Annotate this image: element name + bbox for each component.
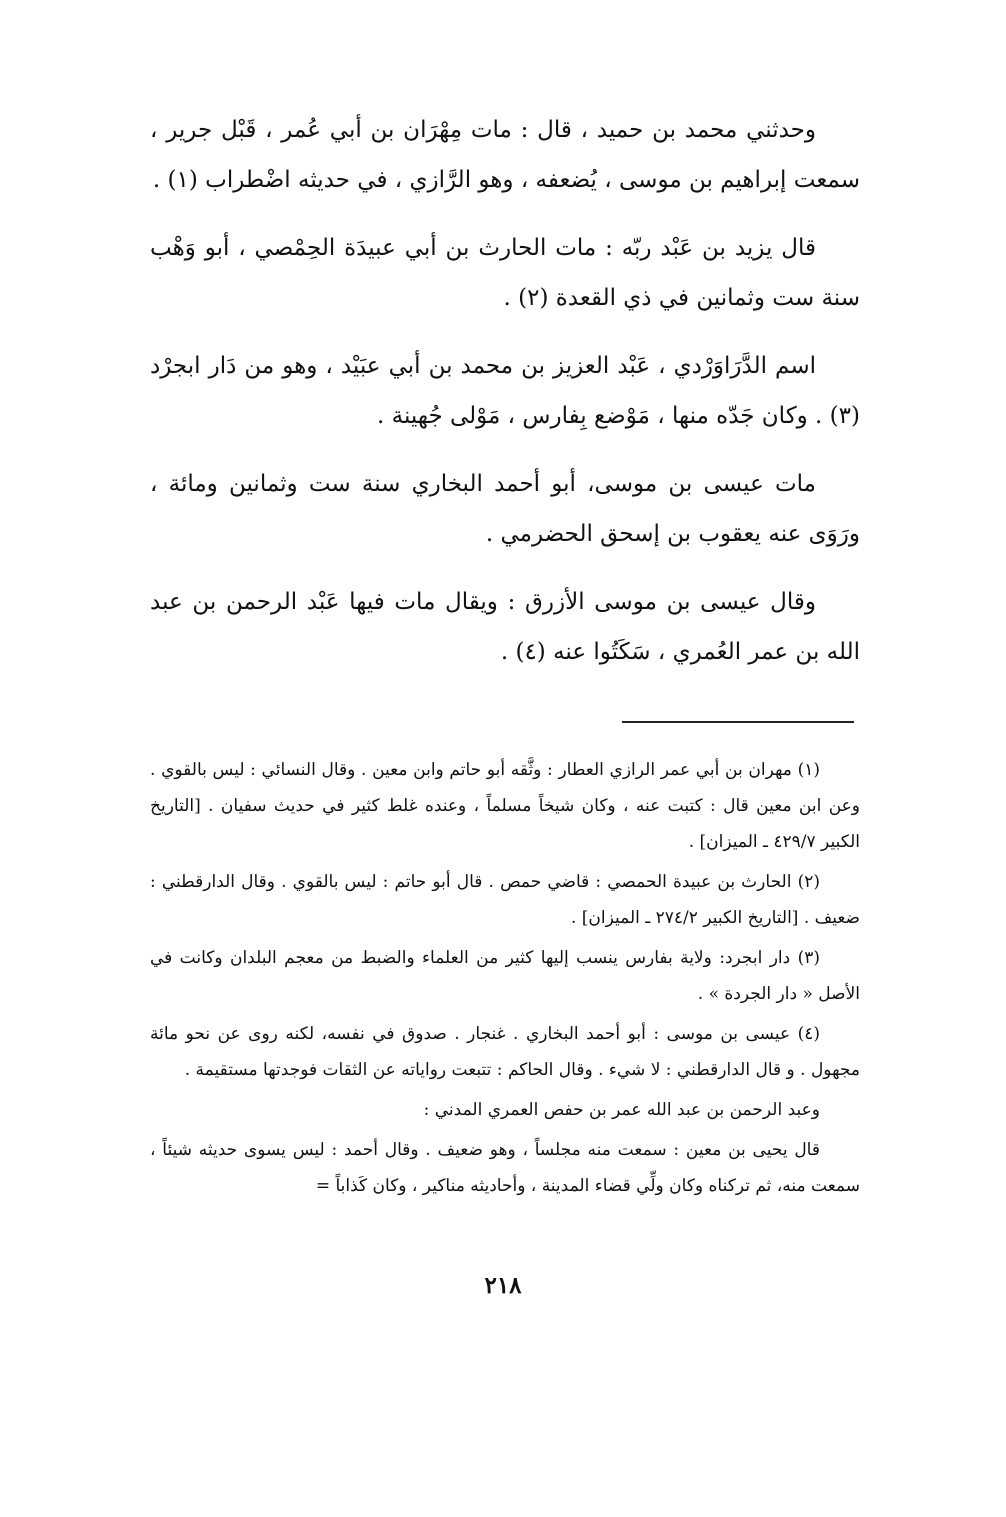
footnote-4: (٤) عيسى بن موسى : أبو أحمد البخاري . غنجار . صدوق في نفسه، لكنه روى عن نحو مائة مجهول . و قال الدارقطني : لا شيء . وقال الحاكم : تتبعت رواياته عن الثقات فوجدتها مستقيمة . <box>150 1024 860 1080</box>
paragraph-darawardi: اسم الدَّرَاوَرْدي ، عَبْد العزيز بن محمد بن أبي عبَيْد ، وهو من دَار ابجرْد (٣) . وكان جَدّه منها ، مَوْضع بِفارس ، مَوْلى جُهينة . <box>150 353 860 429</box>
page-number: ٢١٨ <box>484 1272 522 1299</box>
footnote-3: (٣) دار ابجرد: ولاية بفارس ينسب إليها كثير من العلماء والضبط من معجم البلدان وكانت في الأصل « دار الجردة » . <box>150 948 860 1004</box>
paragraph-isa-bukhari: مات عيسى بن موسى، أبو أحمد البخاري سنة ست وثمانين ومائة ، ورَوَى عنه يعقوب بن إسحق الحضرمي . <box>150 471 860 547</box>
footnote-2: (٢) الحارث بن عبيدة الحمصي : قاضي حمص . قال أبو حاتم : ليس بالقوي . وقال الدارقطني : ضعيف . [التاريخ الكبير ٢٧٤/٢ ـ الميزان] . <box>150 872 860 928</box>
footnotes <box>150 752 860 1208</box>
footnote-separator <box>622 721 854 723</box>
paragraph-harith: قال يزيد بن عَبْد ربّه : مات الحارث بن أبي عبيدَة الحِمْصي ، أبو وَهْب سنة ست وثمانين في ذي القعدة (٢) . <box>150 235 860 311</box>
footnote-4-continued-heading: وعبد الرحمن بن عبد الله عمر بن حفص العمري المدني : <box>423 1100 820 1120</box>
footnote-1: (١) مهران بن أبي عمر الرازي العطار : وثَّقه أبو حاتم وابن معين . وقال النسائي : ليس بالقوي . وعن ابن معين قال : كتبت عنه ، وكان شيخاً مسلماً ، وعنده غلط كثير في حديث سفيان . [التاريخ الكبير ٤٢٩/٧ ـ الميزان] . <box>150 760 860 852</box>
paragraph-mihran: وحدثني محمد بن حميد ، قال : مات مِهْرَان بن أبي عُمر ، قَبْل جرير ، سمعت إبراهيم بن موسى ، يُضعفه ، وهو الرَّازي ، في حديثه اضْطراب (١) . <box>150 117 860 193</box>
main-text <box>150 105 860 677</box>
paragraph-isa-azraq: وقال عيسى بن موسى الأزرق : ويقال مات فيها عَبْد الرحمن بن عبد الله بن عمر العُمري ، سَكَتُوا عنه (٤) . <box>150 589 860 665</box>
footnote-4-continued-text: قال يحيى بن معين : سمعت منه مجلساً ، وهو ضعيف . وقال أحمد : ليس يسوى حديثه شيئاً ، سمعت منه، ثم تركناه وكان ولِّي قضاء المدينة ، وأحاديثه مناكير ، وكان كَذاباً = <box>150 1140 860 1196</box>
